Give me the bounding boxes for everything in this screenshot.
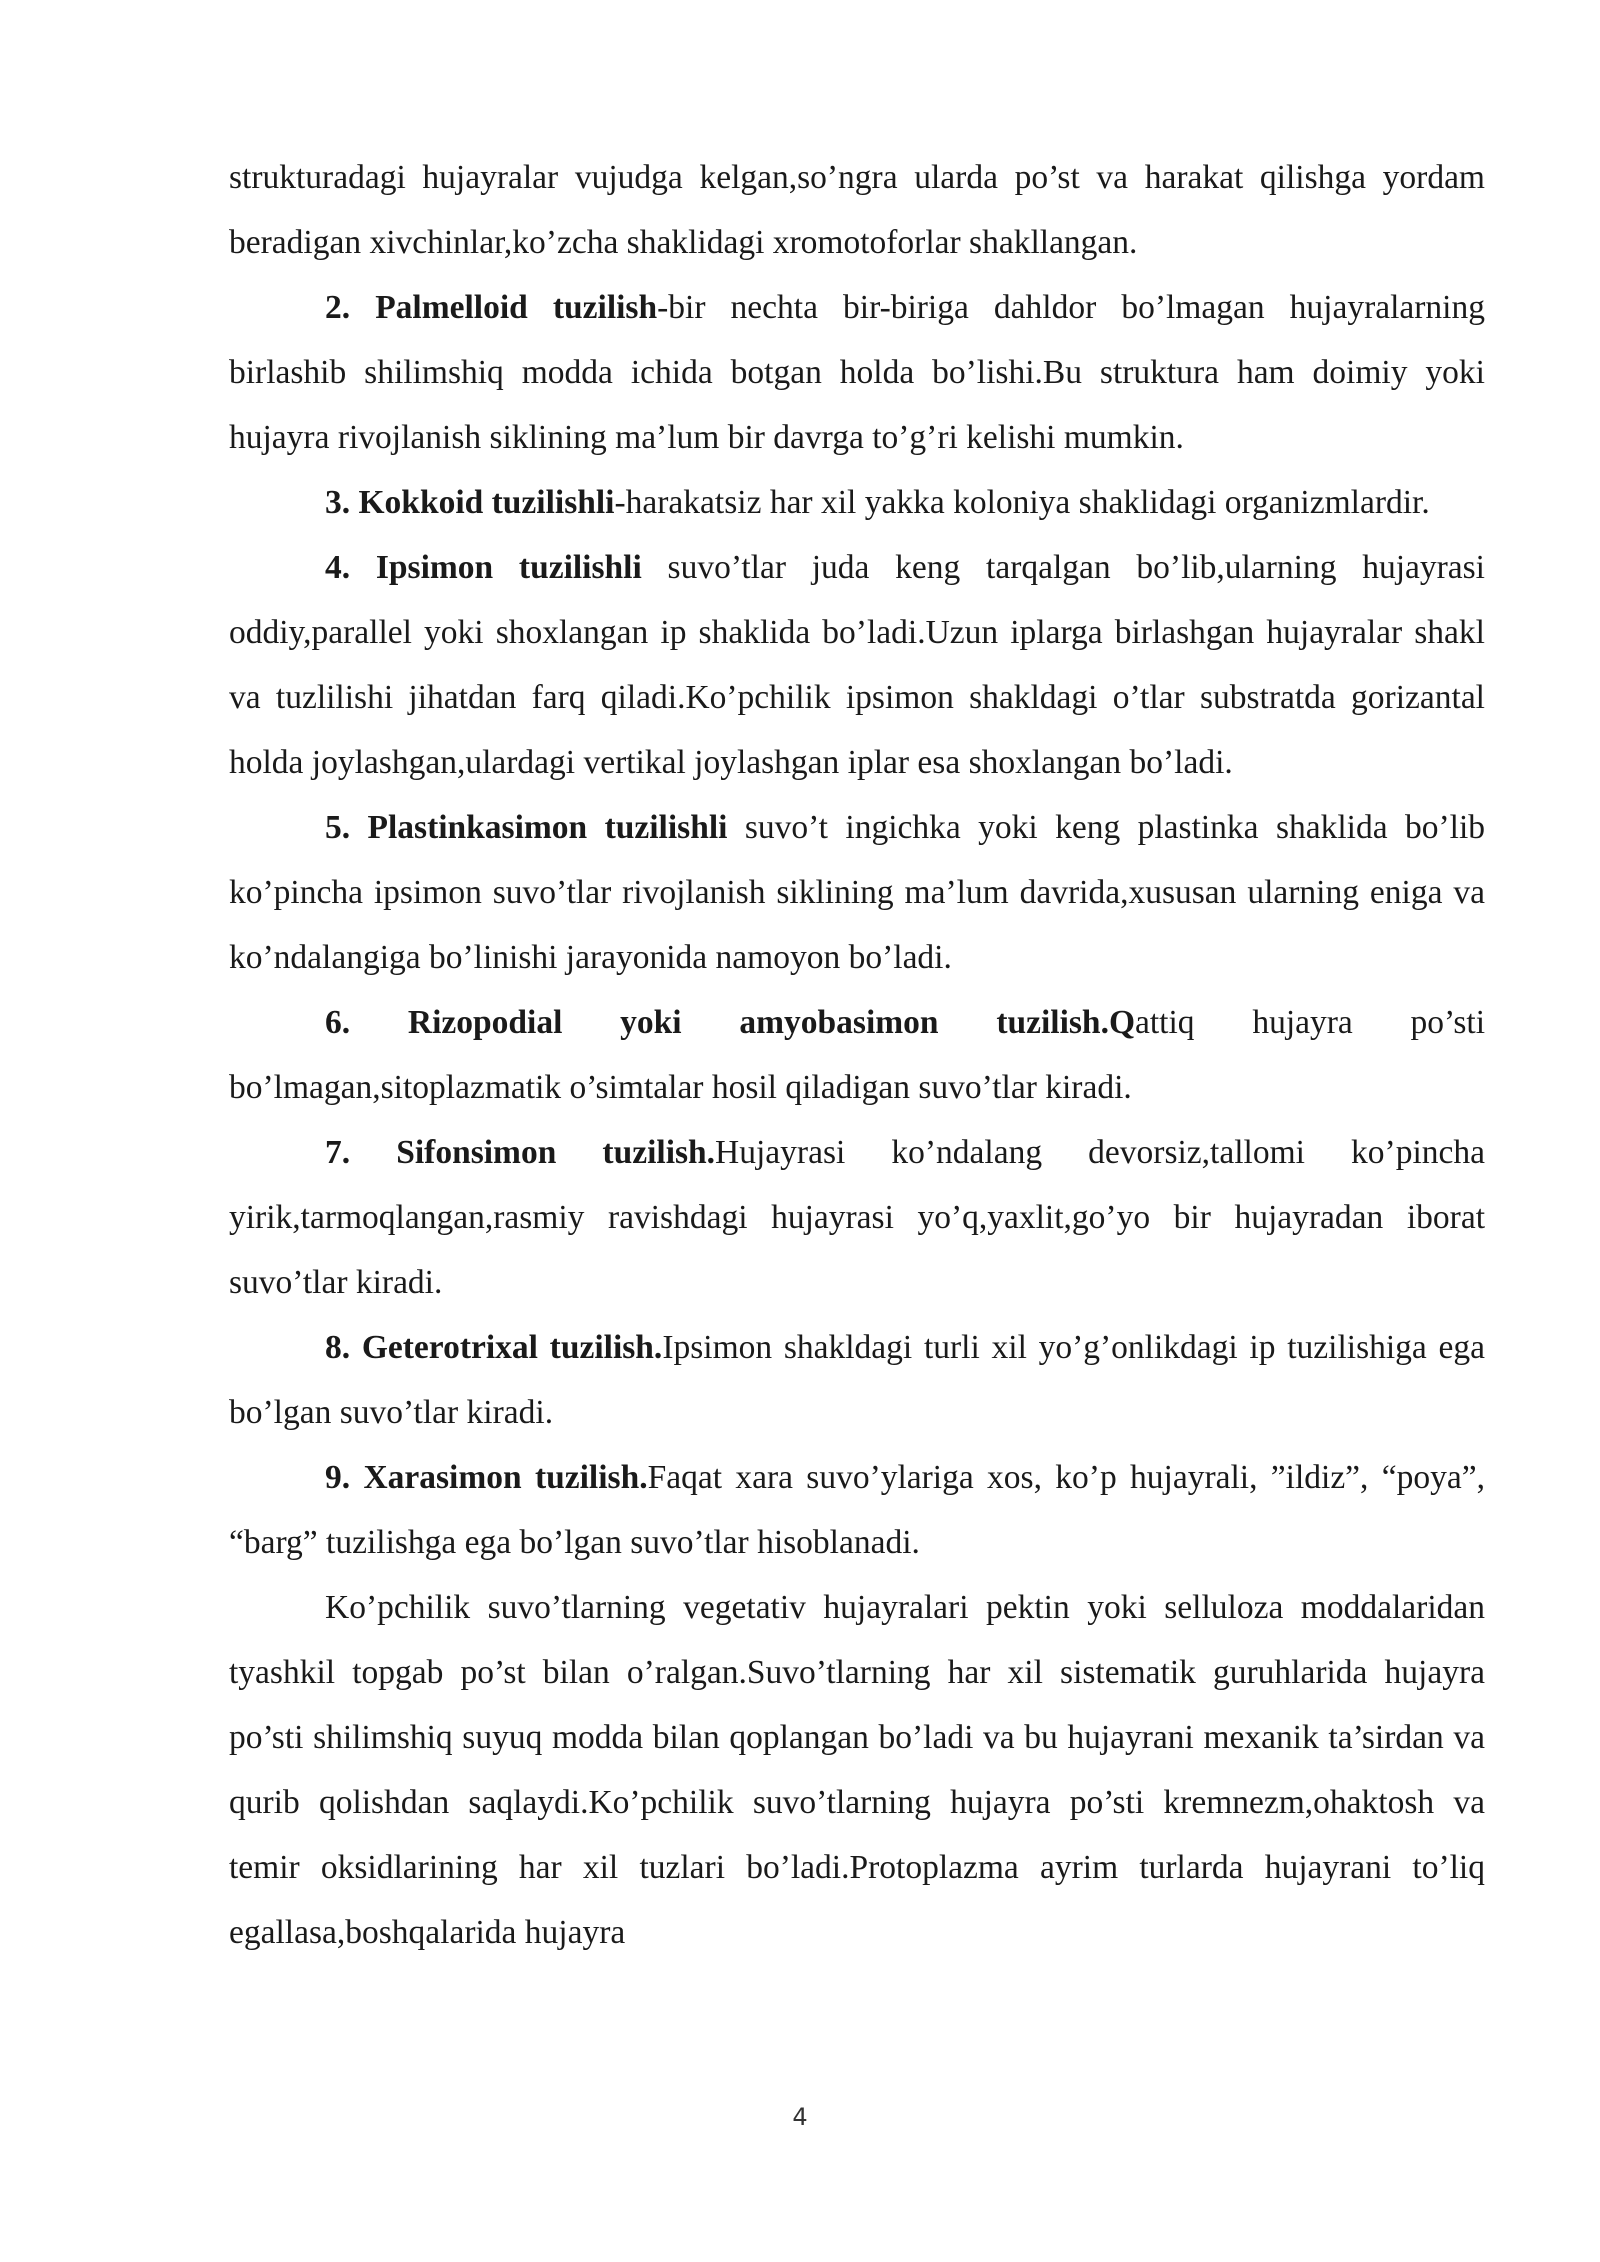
paragraph-kokkoid-heading: 3. Kokkoid tuzilishli: [325, 484, 615, 521]
paragraph-xarasimon-heading: 9. Xarasimon tuzilish.: [325, 1459, 648, 1496]
paragraph-sifonsimon-heading: 7. Sifonsimon tuzilish.: [325, 1134, 716, 1171]
paragraph-ipsimon: [229, 535, 1485, 795]
paragraph-palmelloid-heading: 2. Palmelloid tuzilish: [325, 289, 658, 326]
paragraph-ipsimon-heading: 4. Ipsimon tuzilishli: [325, 549, 642, 586]
paragraph-kokkoid-text: -harakatsiz har xil yakka koloniya shaklidagi organizmlardir.: [614, 484, 1430, 521]
paragraph-plastinkasimon: [229, 795, 1485, 990]
paragraph-sifonsimon: [229, 1120, 1485, 1315]
paragraph-plastinkasimon-heading: 5. Plastinkasimon tuzilishli: [325, 809, 728, 846]
page-number: 4: [792, 2103, 808, 2131]
paragraph-hujayra-posti: [229, 1575, 1485, 1965]
paragraph-1-text: strukturadagi hujayralar vujudga kelgan,so’ngra ularda po’st va harakat qilishga yordam beradigan xivchinlar,ko’zcha shaklidagi xromotoforlar shakllangan.: [229, 159, 1485, 261]
paragraph-ipsimon-text: suvo’tlar juda keng tarqalgan bo’lib,ularning hujayrasi oddiy,parallel yoki shoxlangan ip shaklida bo’ladi.Uzun iplarga birlashgan hujayralar shakl va tuzlilishi jihatdan farq qiladi.Ko’pchilik ipsimon shakldagi o’tlar substratda gorizantal holda joylashgan,ulardagi vertikal joylashgan iplar esa shoxlangan bo’ladi.: [229, 549, 1485, 781]
page-body: [229, 145, 1485, 1965]
paragraph-rizopodial-heading: 6. Rizopodial yoki amyobasimon tuzilish.Q: [325, 1004, 1135, 1041]
paragraph-xarasimon: [229, 1445, 1485, 1575]
paragraph-hujayra-posti-text: Ko’pchilik suvo’tlarning vegetativ hujayralari pektin yoki selluloza moddalaridan tyashkil topgab po’st bilan o’ralgan.Suvo’tlarning har xil sistematik guruhlarida hujayra po’sti shilimshiq suyuq modda bilan qoplangan bo’ladi va bu hujayrani mexanik ta’sirdan va qurib qolishdan saqlaydi.Ko’pchilik suvo’tlarning hujayra po’sti kremnezm,ohaktosh va temir oksidlarining har xil tuzlari bo’ladi.Protoplazma ayrim turlarda hujayrani to’liq egallasa,boshqalarida hujayra: [229, 1589, 1485, 1951]
paragraph-sifonsimon-text: Hujayrasi ko’ndalang devorsiz,tallomi ko’pincha yirik,tarmoqlangan,rasmiy ravishdagi hujayrasi yo’q,yaxlit,go’yo bir hujayradan iborat suvo’tlar kiradi.: [229, 1134, 1485, 1301]
paragraph-1: [229, 145, 1485, 275]
paragraph-rizopodial: [229, 990, 1485, 1120]
paragraph-rizopodial-text: attiq hujayra po’sti bo’lmagan,sitoplazmatik o’simtalar hosil qiladigan suvo’tlar kiradi.: [229, 1004, 1485, 1106]
paragraph-palmelloid: [229, 275, 1485, 470]
paragraph-geterotrixal-heading: 8. Geterotrixal tuzilish.: [325, 1329, 663, 1366]
paragraph-geterotrixal: [229, 1315, 1485, 1445]
paragraph-xarasimon-text: Faqat xara suvo’ylariga xos, ko’p hujayrali, ”ildiz”, “poya”, “barg” tuzilishga ega bo’lgan suvo’tlar hisoblanadi.: [229, 1459, 1485, 1561]
paragraph-geterotrixal-text: Ipsimon shakldagi turli xil yo’g’onlikdagi ip tuzilishiga ega bo’lgan suvo’tlar kiradi.: [229, 1329, 1485, 1431]
paragraph-plastinkasimon-text: suvo’t ingichka yoki keng plastinka shaklida bo’lib ko’pincha ipsimon suvo’tlar rivojlanish siklining ma’lum davrida,xususan ularning eniga va ko’ndalangiga bo’linishi jarayonida namoyon bo’ladi.: [229, 809, 1486, 976]
paragraph-palmelloid-text: -bir nechta bir-biriga dahldor bo’lmagan hujayralarning birlashib shilimshiq modda ichida botgan holda bo’lishi.Bu struktura ham doimiy yoki hujayra rivojlanish siklining ma’lum bir davrga to’g’ri kelishi mumkin.: [229, 289, 1485, 456]
paragraph-kokkoid: [229, 470, 1485, 535]
